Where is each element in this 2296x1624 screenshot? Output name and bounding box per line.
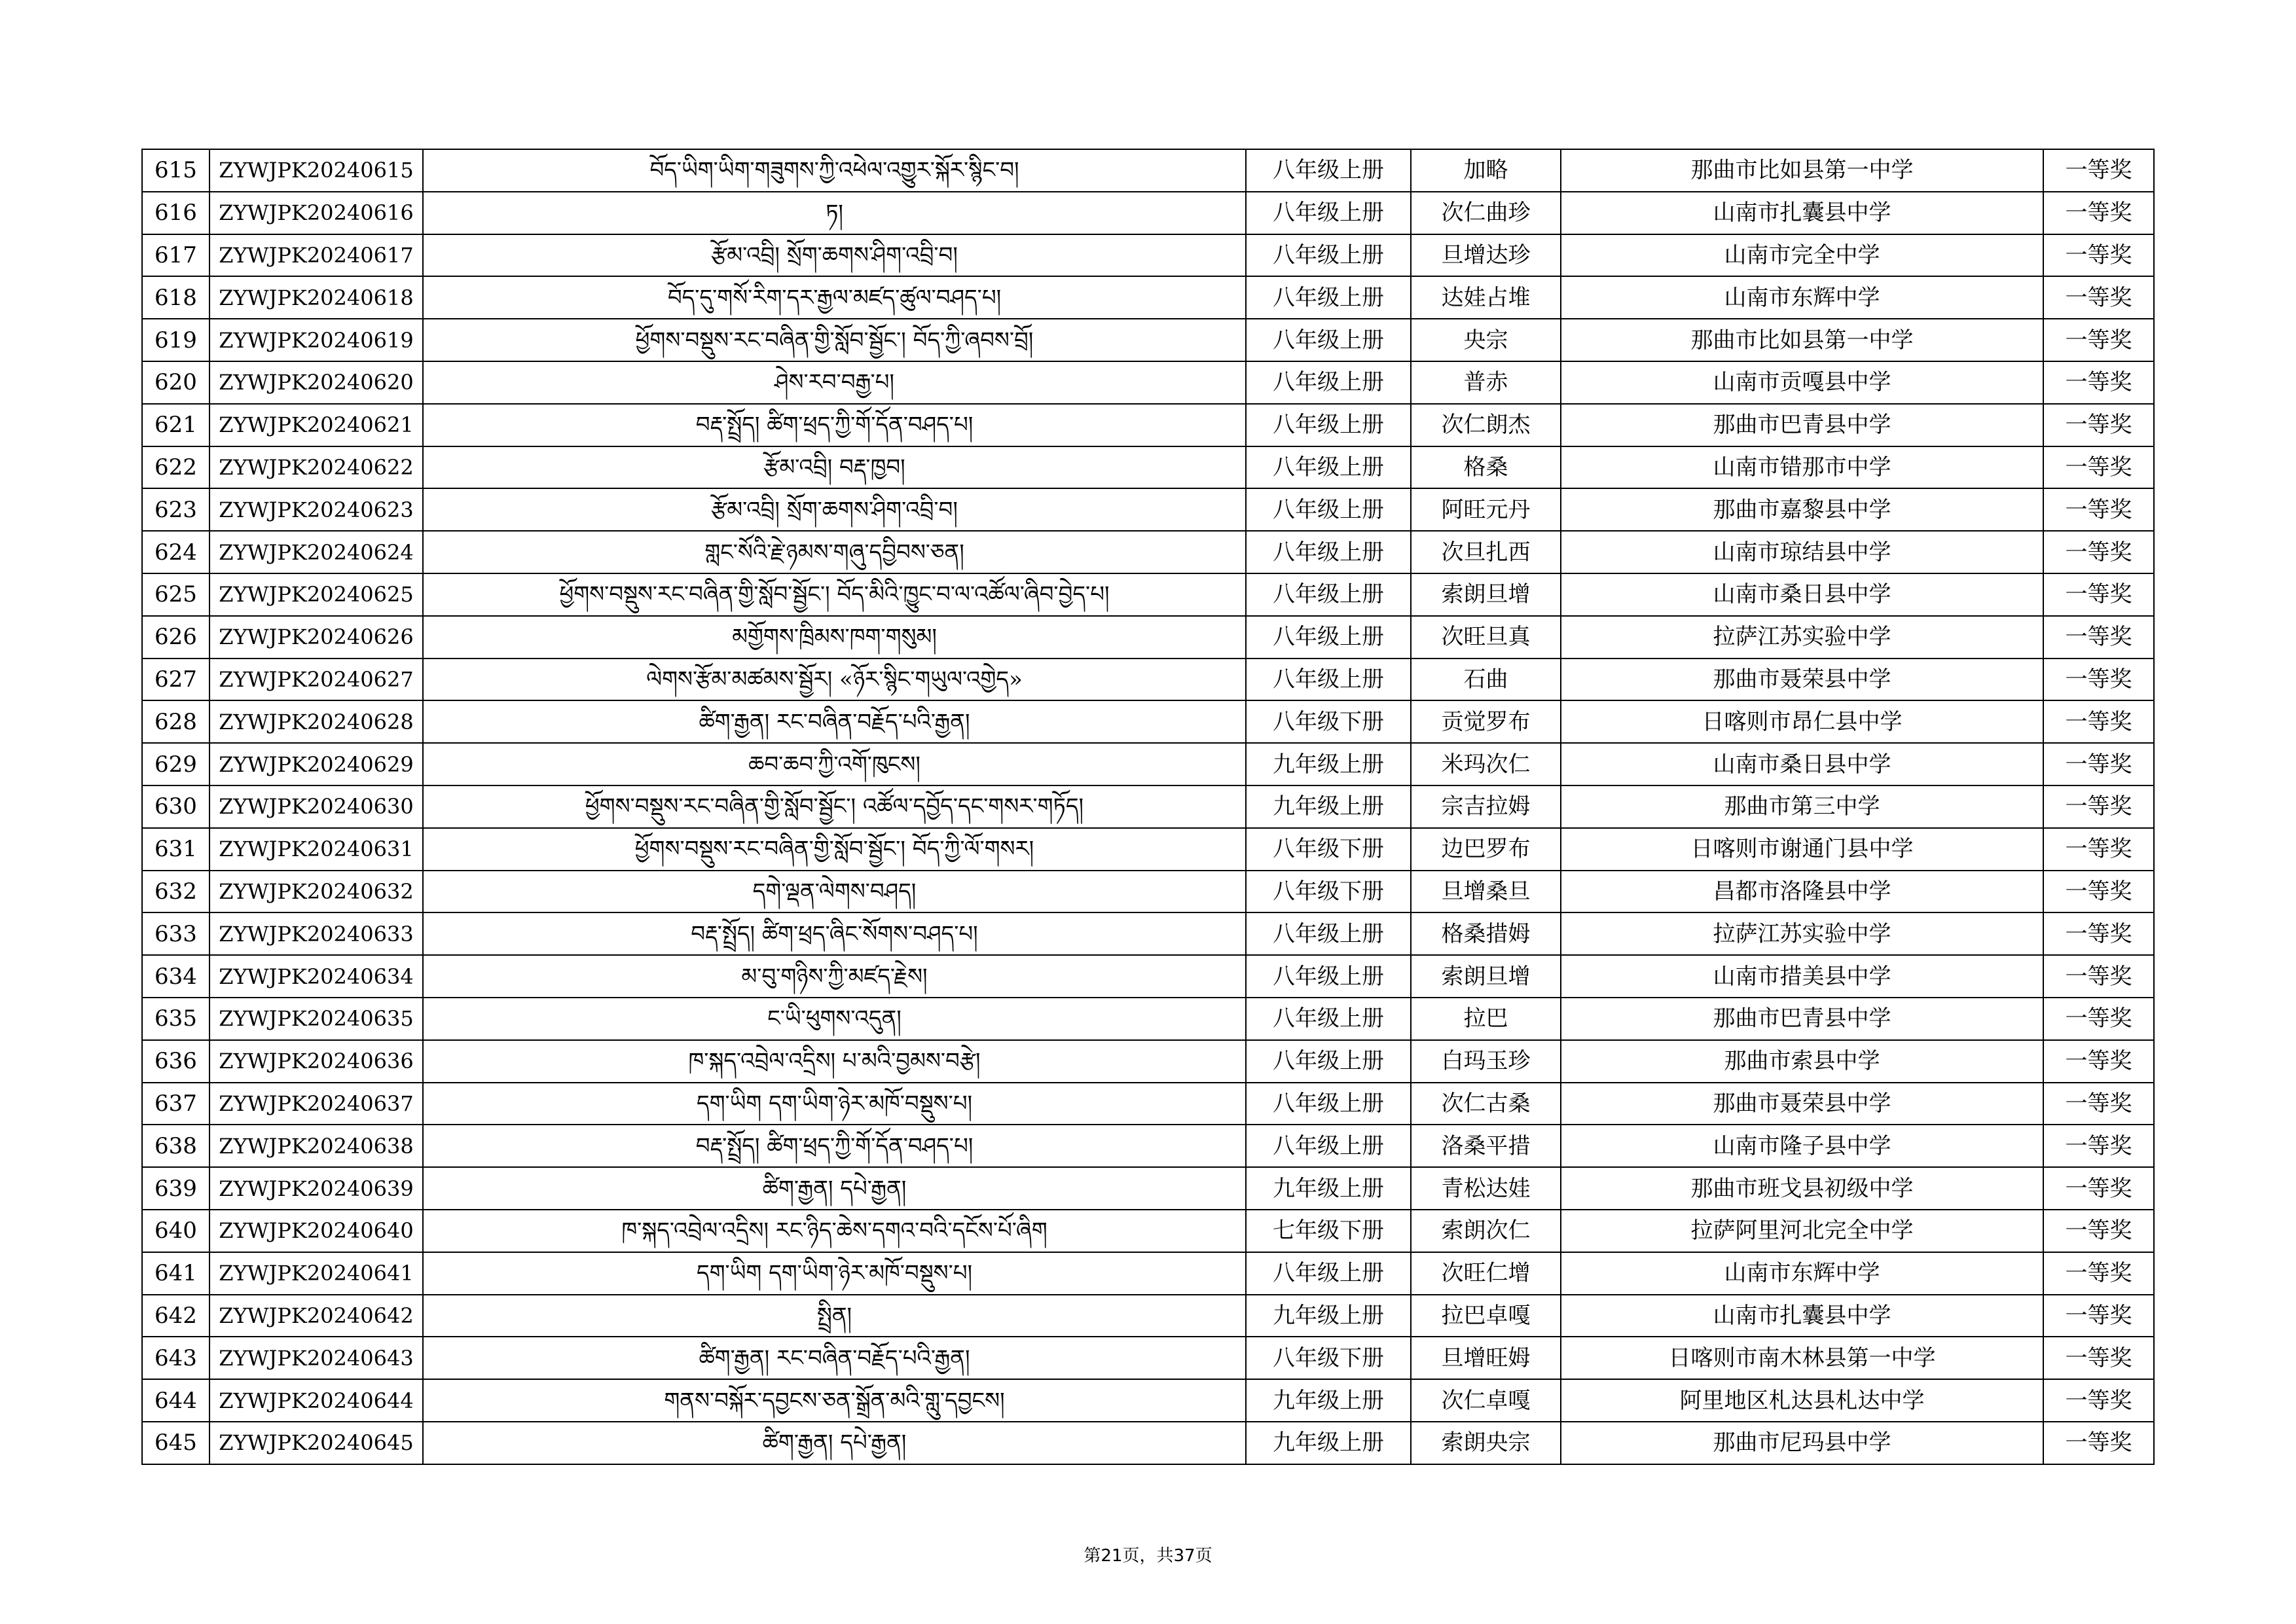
cell-school: 山南市琼结县中学	[1561, 531, 2043, 573]
table-row	[142, 573, 2154, 616]
cell-school: 拉萨江苏实验中学	[1561, 912, 2043, 955]
cell-title: དག་ཡིག དག་ཡིག་ཉེར་མཁོ་བསྡུས་པ།	[423, 1083, 1246, 1125]
table-row	[142, 1125, 2154, 1167]
cell-name: 次仁朗杰	[1411, 404, 1561, 446]
cell-title: ང་ཡི་ཕུགས་འདུན།	[423, 998, 1246, 1040]
table-row	[142, 1337, 2154, 1379]
table-row	[142, 743, 2154, 785]
cell-grade: 八年级上册	[1246, 234, 1411, 277]
cell-school: 山南市桑日县中学	[1561, 743, 2043, 785]
cell-number: 630	[142, 785, 210, 828]
table-row	[142, 488, 2154, 531]
cell-code: ZYWJPK20240621	[210, 404, 423, 446]
cell-award: 一等奖	[2043, 1083, 2154, 1125]
cell-grade: 八年级上册	[1246, 531, 1411, 573]
cell-number: 638	[142, 1125, 210, 1167]
cell-grade: 八年级上册	[1246, 1252, 1411, 1295]
cell-school: 日喀则市南木林县第一中学	[1561, 1337, 2043, 1379]
cell-number: 645	[142, 1422, 210, 1464]
table-row	[142, 1040, 2154, 1083]
cell-title: བརྡ་སྤྲོད། ཚིག་ཕྲད་ཀྱི་གོ་དོན་བཤད་པ།	[423, 1125, 1246, 1167]
cell-code: ZYWJPK20240627	[210, 659, 423, 701]
cell-award: 一等奖	[2043, 488, 2154, 531]
cell-number: 640	[142, 1210, 210, 1252]
cell-code: ZYWJPK20240615	[210, 149, 423, 192]
cell-award: 一等奖	[2043, 1252, 2154, 1295]
cell-grade: 九年级上册	[1246, 1422, 1411, 1464]
cell-award: 一等奖	[2043, 192, 2154, 234]
cell-award: 一等奖	[2043, 149, 2154, 192]
cell-number: 624	[142, 531, 210, 573]
cell-school: 山南市完全中学	[1561, 234, 2043, 277]
cell-name: 格桑措姆	[1411, 912, 1561, 955]
cell-school: 拉萨阿里河北完全中学	[1561, 1210, 2043, 1252]
cell-award: 一等奖	[2043, 1040, 2154, 1083]
cell-school: 那曲市尼玛县中学	[1561, 1422, 2043, 1464]
cell-school: 山南市扎囊县中学	[1561, 1295, 2043, 1337]
cell-number: 620	[142, 361, 210, 404]
cell-code: ZYWJPK20240631	[210, 828, 423, 871]
cell-name: 加略	[1411, 149, 1561, 192]
cell-grade: 八年级上册	[1246, 149, 1411, 192]
cell-title: ཁ་སྐད་འབྲེལ་འདྲིས། རང་ཉིད་ཆེས་དགའ་བའི་དངོས་པོ་ཞིག	[423, 1210, 1246, 1252]
cell-name: 索朗央宗	[1411, 1422, 1561, 1464]
cell-code: ZYWJPK20240616	[210, 192, 423, 234]
cell-name: 旦增达珍	[1411, 234, 1561, 277]
cell-name: 边巴罗布	[1411, 828, 1561, 871]
cell-award: 一等奖	[2043, 871, 2154, 913]
cell-name: 次仁曲珍	[1411, 192, 1561, 234]
cell-grade: 八年级上册	[1246, 319, 1411, 361]
cell-name: 石曲	[1411, 659, 1561, 701]
cell-code: ZYWJPK20240636	[210, 1040, 423, 1083]
cell-code: ZYWJPK20240640	[210, 1210, 423, 1252]
cell-grade: 八年级下册	[1246, 700, 1411, 743]
cell-title: དགེ་ལྡན་ལེགས་བཤད།	[423, 871, 1246, 913]
cell-title: བོད་ཡིག་ཡིག་གཟུགས་ཀྱི་འཕེལ་འགྱུར་སྐོར་སྙིང་བ།	[423, 149, 1246, 192]
cell-grade: 八年级上册	[1246, 573, 1411, 616]
table-row	[142, 531, 2154, 573]
cell-school: 那曲市聂荣县中学	[1561, 659, 2043, 701]
cell-award: 一等奖	[2043, 1125, 2154, 1167]
cell-number: 632	[142, 871, 210, 913]
cell-title: སྤྲིན།	[423, 1295, 1246, 1337]
cell-code: ZYWJPK20240633	[210, 912, 423, 955]
cell-code: ZYWJPK20240638	[210, 1125, 423, 1167]
cell-name: 米玛次仁	[1411, 743, 1561, 785]
cell-award: 一等奖	[2043, 573, 2154, 616]
cell-name: 拉巴卓嘎	[1411, 1295, 1561, 1337]
cell-name: 格桑	[1411, 446, 1561, 489]
table-row	[142, 955, 2154, 998]
cell-school: 山南市贡嘎县中学	[1561, 361, 2043, 404]
cell-award: 一等奖	[2043, 531, 2154, 573]
cell-grade: 九年级上册	[1246, 743, 1411, 785]
cell-grade: 八年级上册	[1246, 276, 1411, 319]
table-row	[142, 361, 2154, 404]
cell-school: 那曲市比如县第一中学	[1561, 149, 2043, 192]
cell-grade: 八年级上册	[1246, 404, 1411, 446]
cell-code: ZYWJPK20240637	[210, 1083, 423, 1125]
cell-title: ཆབ་ཆབ་ཀྱི་འགོ་ཁུངས།	[423, 743, 1246, 785]
cell-title: རྩོམ་འབྲི། སྲོག་ཆགས་ཤིག་འབྲི་བ།	[423, 234, 1246, 277]
table-row	[142, 149, 2154, 192]
cell-grade: 八年级上册	[1246, 1125, 1411, 1167]
cell-name: 索朗旦增	[1411, 573, 1561, 616]
table-row	[142, 1379, 2154, 1422]
table-row	[142, 616, 2154, 659]
cell-number: 628	[142, 700, 210, 743]
cell-number: 634	[142, 955, 210, 998]
cell-award: 一等奖	[2043, 1422, 2154, 1464]
cell-grade: 八年级上册	[1246, 998, 1411, 1040]
cell-school: 山南市桑日县中学	[1561, 573, 2043, 616]
cell-title: ཕྱོགས་བསྡུས་རང་བཞིན་གྱི་སློབ་སྦྱོང་། འཚོལ་དབྱོད་དང་གསར་གཏོད།	[423, 785, 1246, 828]
table-row	[142, 1295, 2154, 1337]
cell-grade: 七年级下册	[1246, 1210, 1411, 1252]
cell-title: ཁ་སྐད་འབྲེལ་འདྲིས། པ་མའི་བྱམས་བརྩེ།	[423, 1040, 1246, 1083]
cell-number: 618	[142, 276, 210, 319]
cell-name: 索朗旦增	[1411, 955, 1561, 998]
cell-school: 阿里地区札达县札达中学	[1561, 1379, 2043, 1422]
cell-title: ཚིག་རྒྱན། དཔེ་རྒྱན།	[423, 1422, 1246, 1464]
table-row	[142, 700, 2154, 743]
cell-award: 一等奖	[2043, 659, 2154, 701]
cell-grade: 八年级上册	[1246, 1040, 1411, 1083]
cell-title: ཚིག་རྒྱན། རང་བཞིན་བརྗོད་པའི་རྒྱན།	[423, 1337, 1246, 1379]
cell-number: 627	[142, 659, 210, 701]
table-row	[142, 1210, 2154, 1252]
cell-school: 那曲市嘉黎县中学	[1561, 488, 2043, 531]
cell-award: 一等奖	[2043, 998, 2154, 1040]
table-body	[142, 149, 2154, 1464]
cell-grade: 八年级下册	[1246, 828, 1411, 871]
cell-title: བརྡ་སྤྲོད། ཚིག་ཕྲད་ཀྱི་གོ་དོན་བཤད་པ།	[423, 404, 1246, 446]
cell-number: 621	[142, 404, 210, 446]
page-footer: 第21页，共37页	[1084, 1546, 1212, 1566]
cell-title: མགྱོགས་ཁྲིམས་ཁག་གསུམ།	[423, 616, 1246, 659]
cell-school: 日喀则市昂仁县中学	[1561, 700, 2043, 743]
cell-code: ZYWJPK20240630	[210, 785, 423, 828]
cell-code: ZYWJPK20240626	[210, 616, 423, 659]
cell-grade: 九年级上册	[1246, 785, 1411, 828]
cell-name: 达娃占堆	[1411, 276, 1561, 319]
cell-school: 拉萨江苏实验中学	[1561, 616, 2043, 659]
table-row	[142, 1083, 2154, 1125]
cell-code: ZYWJPK20240628	[210, 700, 423, 743]
cell-code: ZYWJPK20240620	[210, 361, 423, 404]
cell-school: 那曲市巴青县中学	[1561, 404, 2043, 446]
cell-name: 宗吉拉姆	[1411, 785, 1561, 828]
cell-grade: 八年级下册	[1246, 871, 1411, 913]
cell-award: 一等奖	[2043, 361, 2154, 404]
cell-number: 643	[142, 1337, 210, 1379]
cell-name: 次仁古桑	[1411, 1083, 1561, 1125]
cell-code: ZYWJPK20240642	[210, 1295, 423, 1337]
cell-grade: 八年级上册	[1246, 912, 1411, 955]
cell-award: 一等奖	[2043, 1295, 2154, 1337]
cell-title: ཕྱོགས་བསྡུས་རང་བཞིན་གྱི་སློབ་སྦྱོང་། བོད་མིའི་ཁྱུང་བ་ལ་འཚོལ་ཞིབ་བྱེད་པ།	[423, 573, 1246, 616]
cell-grade: 九年级上册	[1246, 1295, 1411, 1337]
cell-name: 洛桑平措	[1411, 1125, 1561, 1167]
cell-code: ZYWJPK20240644	[210, 1379, 423, 1422]
cell-school: 山南市隆子县中学	[1561, 1125, 2043, 1167]
cell-name: 次旺旦真	[1411, 616, 1561, 659]
table-row	[142, 234, 2154, 277]
cell-school: 山南市错那市中学	[1561, 446, 2043, 489]
cell-code: ZYWJPK20240619	[210, 319, 423, 361]
cell-code: ZYWJPK20240641	[210, 1252, 423, 1295]
cell-name: 次旺仁增	[1411, 1252, 1561, 1295]
cell-number: 635	[142, 998, 210, 1040]
cell-code: ZYWJPK20240645	[210, 1422, 423, 1464]
cell-number: 617	[142, 234, 210, 277]
table-row	[142, 912, 2154, 955]
cell-grade: 八年级上册	[1246, 955, 1411, 998]
cell-name: 旦增桑旦	[1411, 871, 1561, 913]
cell-school: 昌都市洛隆县中学	[1561, 871, 2043, 913]
cell-number: 622	[142, 446, 210, 489]
table-row	[142, 192, 2154, 234]
table-row	[142, 828, 2154, 871]
cell-award: 一等奖	[2043, 1337, 2154, 1379]
cell-title: རྩོམ་འབྲི། བརྡ་ཁྱབ།	[423, 446, 1246, 489]
cell-award: 一等奖	[2043, 828, 2154, 871]
cell-title: གླང་སོའི་རྗེ་ཉམས་གཞུ་དབྱིབས་ཅན།	[423, 531, 1246, 573]
cell-title: བོད་དུ་གསོ་རིག་དར་རྒྱལ་མཛད་ཚུལ་བཤད་པ།	[423, 276, 1246, 319]
cell-school: 那曲市索县中学	[1561, 1040, 2043, 1083]
table-row	[142, 998, 2154, 1040]
cell-title: ལེགས་རྩོམ་མཚམས་སྦྱོར། «ཉོར་སྙིང་གཡུལ་འགྱེད»	[423, 659, 1246, 701]
table-row	[142, 871, 2154, 913]
cell-name: 青松达娃	[1411, 1167, 1561, 1210]
cell-number: 633	[142, 912, 210, 955]
cell-code: ZYWJPK20240618	[210, 276, 423, 319]
cell-code: ZYWJPK20240635	[210, 998, 423, 1040]
cell-grade: 八年级上册	[1246, 488, 1411, 531]
table-row	[142, 1422, 2154, 1464]
cell-title: ཕྱོགས་བསྡུས་རང་བཞིན་གྱི་སློབ་སྦྱོང་། བོད་ཀྱི་ལོ་གསར།	[423, 828, 1246, 871]
cell-code: ZYWJPK20240629	[210, 743, 423, 785]
table-row	[142, 1167, 2154, 1210]
cell-number: 629	[142, 743, 210, 785]
cell-school: 那曲市比如县第一中学	[1561, 319, 2043, 361]
cell-name: 阿旺元丹	[1411, 488, 1561, 531]
cell-name: 普赤	[1411, 361, 1561, 404]
cell-title: ཚིག་རྒྱན། དཔེ་རྒྱན།	[423, 1167, 1246, 1210]
cell-grade: 八年级下册	[1246, 1337, 1411, 1379]
cell-award: 一等奖	[2043, 446, 2154, 489]
cell-title: ཏ།	[423, 192, 1246, 234]
cell-code: ZYWJPK20240632	[210, 871, 423, 913]
cell-name: 索朗次仁	[1411, 1210, 1561, 1252]
cell-name: 次仁卓嘎	[1411, 1379, 1561, 1422]
cell-title: ཚིག་རྒྱན། རང་བཞིན་བརྗོད་པའི་རྒྱན།	[423, 700, 1246, 743]
cell-award: 一等奖	[2043, 234, 2154, 277]
cell-name: 央宗	[1411, 319, 1561, 361]
cell-code: ZYWJPK20240623	[210, 488, 423, 531]
table-row	[142, 319, 2154, 361]
cell-grade: 八年级上册	[1246, 446, 1411, 489]
cell-code: ZYWJPK20240624	[210, 531, 423, 573]
cell-grade: 九年级上册	[1246, 1379, 1411, 1422]
cell-award: 一等奖	[2043, 955, 2154, 998]
cell-title: རྩོམ་འབྲི། སྲོག་ཆགས་ཤིག་འབྲི་བ།	[423, 488, 1246, 531]
cell-school: 那曲市班戈县初级中学	[1561, 1167, 2043, 1210]
cell-award: 一等奖	[2043, 616, 2154, 659]
table-row	[142, 404, 2154, 446]
cell-number: 636	[142, 1040, 210, 1083]
table-row	[142, 785, 2154, 828]
cell-name: 次旦扎西	[1411, 531, 1561, 573]
cell-number: 641	[142, 1252, 210, 1295]
table-row	[142, 1252, 2154, 1295]
cell-code: ZYWJPK20240634	[210, 955, 423, 998]
cell-number: 631	[142, 828, 210, 871]
cell-award: 一等奖	[2043, 404, 2154, 446]
table-row	[142, 446, 2154, 489]
cell-award: 一等奖	[2043, 785, 2154, 828]
cell-award: 一等奖	[2043, 276, 2154, 319]
cell-number: 642	[142, 1295, 210, 1337]
cell-grade: 八年级上册	[1246, 616, 1411, 659]
cell-code: ZYWJPK20240643	[210, 1337, 423, 1379]
cell-name: 旦增旺姆	[1411, 1337, 1561, 1379]
cell-code: ZYWJPK20240622	[210, 446, 423, 489]
cell-grade: 九年级上册	[1246, 1167, 1411, 1210]
cell-number: 626	[142, 616, 210, 659]
cell-code: ZYWJPK20240617	[210, 234, 423, 277]
cell-number: 623	[142, 488, 210, 531]
cell-number: 619	[142, 319, 210, 361]
award-table	[141, 149, 2155, 1465]
cell-title: གནས་བསྐོར་དབྱངས་ཅན་སྒྲོན་མའི་གླུ་དབྱངས།	[423, 1379, 1246, 1422]
cell-award: 一等奖	[2043, 912, 2154, 955]
cell-award: 一等奖	[2043, 1210, 2154, 1252]
cell-number: 644	[142, 1379, 210, 1422]
cell-title: དག་ཡིག དག་ཡིག་ཉེར་མཁོ་བསྡུས་པ།	[423, 1252, 1246, 1295]
cell-grade: 八年级上册	[1246, 192, 1411, 234]
cell-title: བརྡ་སྤྲོད། ཚིག་ཕྲད་ཞིང་སོགས་བཤད་པ།	[423, 912, 1246, 955]
table-row	[142, 659, 2154, 701]
cell-grade: 八年级上册	[1246, 659, 1411, 701]
cell-number: 615	[142, 149, 210, 192]
cell-number: 637	[142, 1083, 210, 1125]
cell-title: ཤེས་རབ་བརྒྱ་པ།	[423, 361, 1246, 404]
cell-school: 山南市扎囊县中学	[1561, 192, 2043, 234]
cell-school: 那曲市聂荣县中学	[1561, 1083, 2043, 1125]
cell-grade: 八年级上册	[1246, 361, 1411, 404]
cell-school: 那曲市巴青县中学	[1561, 998, 2043, 1040]
cell-title: མ་བུ་གཉིས་ཀྱི་མཛད་རྗེས།	[423, 955, 1246, 998]
cell-number: 625	[142, 573, 210, 616]
cell-number: 616	[142, 192, 210, 234]
cell-school: 日喀则市谢通门县中学	[1561, 828, 2043, 871]
cell-school: 山南市东辉中学	[1561, 1252, 2043, 1295]
cell-title: ཕྱོགས་བསྡུས་རང་བཞིན་གྱི་སློབ་སྦྱོང་། བོད་ཀྱི་ཞབས་བྲོ།	[423, 319, 1246, 361]
cell-grade: 八年级上册	[1246, 1083, 1411, 1125]
table-row	[142, 276, 2154, 319]
cell-award: 一等奖	[2043, 319, 2154, 361]
cell-school: 山南市东辉中学	[1561, 276, 2043, 319]
cell-code: ZYWJPK20240639	[210, 1167, 423, 1210]
cell-school: 那曲市第三中学	[1561, 785, 2043, 828]
cell-school: 山南市措美县中学	[1561, 955, 2043, 998]
cell-award: 一等奖	[2043, 1379, 2154, 1422]
cell-name: 贡觉罗布	[1411, 700, 1561, 743]
cell-name: 白玛玉珍	[1411, 1040, 1561, 1083]
cell-award: 一等奖	[2043, 1167, 2154, 1210]
cell-award: 一等奖	[2043, 700, 2154, 743]
cell-award: 一等奖	[2043, 743, 2154, 785]
cell-number: 639	[142, 1167, 210, 1210]
cell-name: 拉巴	[1411, 998, 1561, 1040]
cell-code: ZYWJPK20240625	[210, 573, 423, 616]
